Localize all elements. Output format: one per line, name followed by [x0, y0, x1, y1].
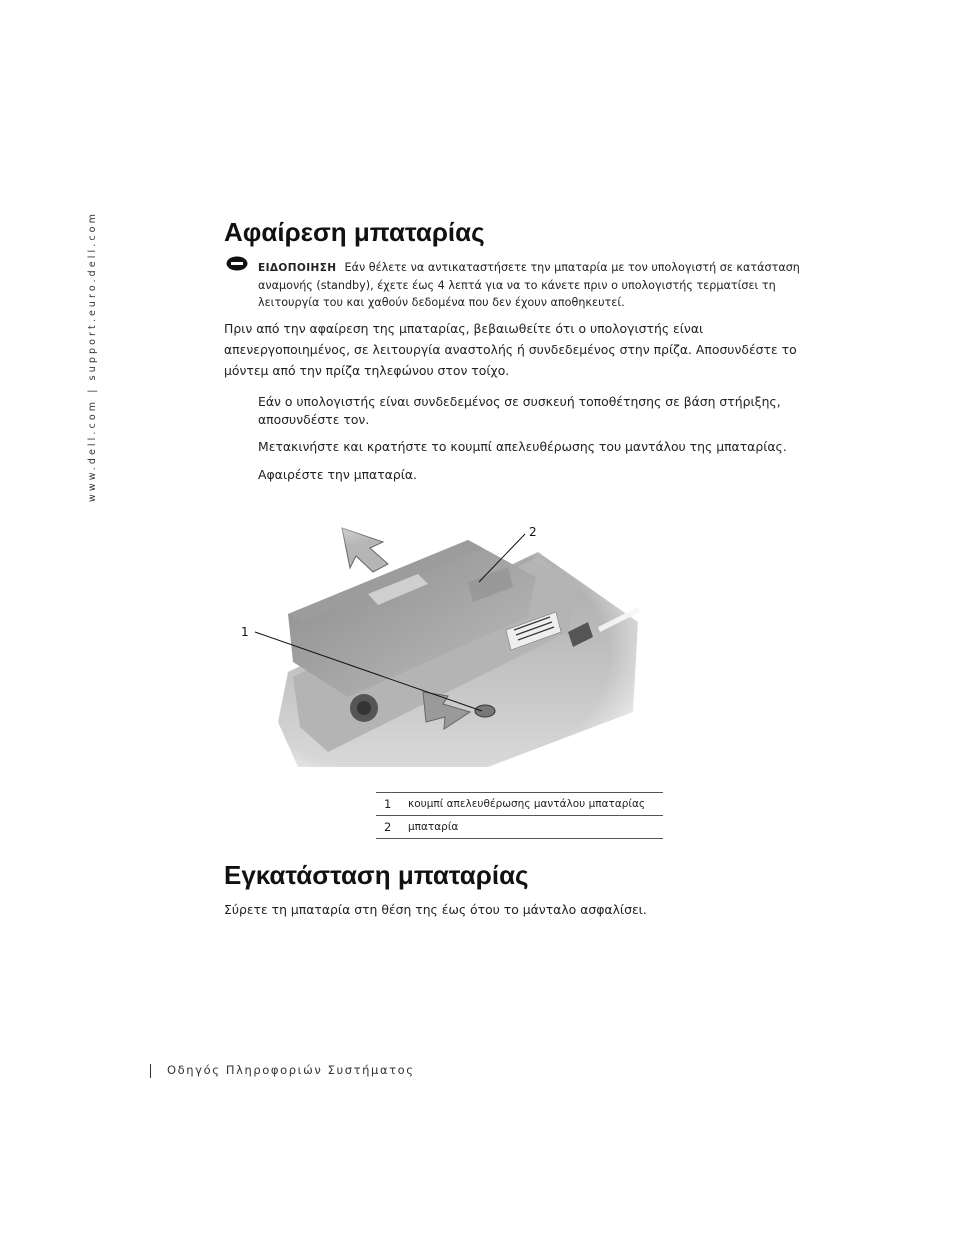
step-item: Εάν ο υπολογιστής είναι συνδεδεμένος σε συσκευή τοποθέτησης σε βάση στήριξης, αποσυνδέστε τον. — [258, 394, 781, 427]
notice-icon — [226, 256, 248, 271]
removal-steps — [258, 393, 798, 483]
install-paragraph: Σύρετε τη μπαταρία στη θέση της έως ότου το μάνταλο ασφαλίσει. — [224, 902, 647, 917]
table-row — [376, 816, 663, 839]
figure-legend — [376, 792, 663, 839]
intro-paragraph: Πριν από την αφαίρεση της μπαταρίας, βεβαιωθείτε ότι ο υπολογιστής είναι απενεργοποιημένος, σε λειτουργία αναστολής ή συνδεδεμένος στην πρίζα. Αποσυνδέστε το μόντεμ από την πρίζα τηλεφώνου στον τοίχο. — [224, 321, 797, 378]
step-item: Αφαιρέστε την μπαταρία. — [258, 466, 417, 482]
battery-removal-illustration — [238, 512, 648, 777]
section-title-install-battery: Εγκατάσταση μπαταρίας — [224, 860, 529, 890]
legend-label: κουμπί απελευθέρωσης μαντάλου μπαταρίας — [408, 793, 663, 816]
footer-guide-title: Οδηγός Πληροφοριών Συστήματος — [167, 1063, 415, 1077]
step-item: Μετακινήστε και κρατήστε το κουμπί απελευθέρωσης του μαντάλου της μπαταρίας. — [258, 439, 787, 454]
notice-block — [258, 259, 803, 311]
section-title-remove-battery: Αφαίρεση μπαταρίας — [224, 217, 485, 247]
legend-number: 2 — [376, 816, 408, 839]
notice-text: Εάν θέλετε να αντικαταστήσετε την μπαταρία με τον υπολογιστή σε κατάσταση αναμονής (standby), έχετε έως 4 λεπτά για να το κάνετε πριν ο υπολογιστής τερματίσει τη λειτουργία του και χαθούν δεδομένα που δεν έχουν αποθηκευτεί. — [258, 261, 800, 309]
callout-1: 1 — [241, 625, 249, 639]
legend-label: μπαταρία — [408, 816, 663, 839]
legend-number: 1 — [376, 793, 408, 816]
footer-divider — [150, 1064, 151, 1078]
sidebar-url-text: www.dell.com | support.euro.dell.com — [87, 211, 98, 502]
notice-label: ΕΙΔΟΠΟΙΗΣΗ — [258, 262, 337, 274]
callout-2: 2 — [529, 525, 537, 539]
sidebar-url — [86, 211, 102, 502]
table-row — [376, 793, 663, 816]
